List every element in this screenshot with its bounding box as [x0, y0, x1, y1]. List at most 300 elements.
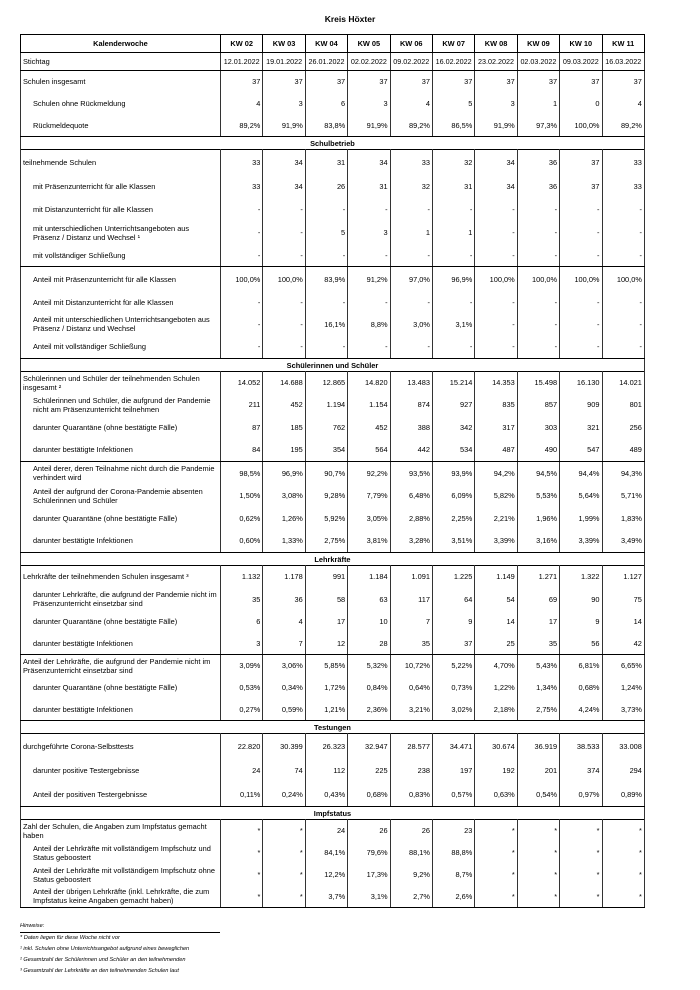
date-row: [21, 53, 645, 71]
value-cell: 4,24%: [560, 699, 602, 721]
section-title: Testungen: [21, 721, 645, 734]
row-label: Lehrkräfte der teilnehmenden Schulen insgesamt ³: [21, 566, 221, 588]
footnote: * Daten liegen für diese Woche nicht vor: [20, 935, 120, 941]
value-cell: 0,63%: [475, 783, 517, 807]
value-cell: 37: [560, 150, 602, 175]
value-cell: 342: [432, 416, 474, 439]
value-cell: 2,18%: [475, 699, 517, 721]
value-cell: 74: [263, 759, 305, 783]
value-cell: 7: [263, 633, 305, 655]
value-cell: -: [263, 313, 305, 336]
value-cell: 33: [221, 175, 263, 199]
value-cell: 3: [348, 221, 390, 245]
value-cell: *: [475, 820, 517, 842]
value-cell: 88,8%: [432, 842, 474, 864]
row-label: Rückmeldequote: [21, 115, 221, 137]
value-cell: *: [263, 886, 305, 908]
table-row: [21, 267, 645, 293]
value-cell: 1: [432, 221, 474, 245]
value-cell: -: [305, 336, 347, 359]
value-cell: 835: [475, 394, 517, 416]
value-cell: 3,51%: [432, 530, 474, 553]
value-cell: 256: [602, 416, 644, 439]
date-cell: 23.02.2022: [475, 53, 517, 71]
value-cell: 2,88%: [390, 507, 432, 530]
value-cell: 17,3%: [348, 864, 390, 886]
value-cell: 3,73%: [602, 699, 644, 721]
value-cell: 84: [221, 439, 263, 462]
value-cell: 294: [602, 759, 644, 783]
row-label: Zahl der Schulen, die Angaben zum Impfstatus gemacht haben: [21, 820, 221, 842]
value-cell: 2,25%: [432, 507, 474, 530]
value-cell: 31: [432, 175, 474, 199]
value-cell: -: [221, 245, 263, 267]
section-title: Lehrkräfte: [21, 553, 645, 566]
value-cell: *: [475, 842, 517, 864]
value-cell: 0,83%: [390, 783, 432, 807]
value-cell: 34.471: [432, 734, 474, 759]
value-cell: 36.919: [517, 734, 559, 759]
week-header: KW 02: [221, 35, 263, 53]
value-cell: 5,32%: [348, 655, 390, 677]
value-cell: 83,8%: [305, 115, 347, 137]
value-cell: 3,02%: [432, 699, 474, 721]
value-cell: 100,0%: [475, 267, 517, 293]
value-cell: -: [560, 245, 602, 267]
value-cell: 0,27%: [221, 699, 263, 721]
value-cell: 33.008: [602, 734, 644, 759]
value-cell: 33: [221, 150, 263, 175]
value-cell: 927: [432, 394, 474, 416]
value-cell: 487: [475, 439, 517, 462]
value-cell: 2,7%: [390, 886, 432, 908]
value-cell: 36: [517, 150, 559, 175]
value-cell: -: [517, 336, 559, 359]
value-cell: 14.353: [475, 372, 517, 394]
value-cell: 33: [602, 150, 644, 175]
value-cell: 94,2%: [475, 462, 517, 485]
value-cell: 3,0%: [390, 313, 432, 336]
value-cell: 2,6%: [432, 886, 474, 908]
row-label: Schülerinnen und Schüler der teilnehmenden Schulen insgesamt ²: [21, 372, 221, 394]
value-cell: 6,65%: [602, 655, 644, 677]
value-cell: 9,2%: [390, 864, 432, 886]
value-cell: -: [305, 199, 347, 221]
value-cell: 1.149: [475, 566, 517, 588]
table-row: [21, 530, 645, 553]
value-cell: 6: [221, 611, 263, 633]
value-cell: -: [475, 245, 517, 267]
table-row: [21, 783, 645, 807]
row-label: darunter Quarantäne (ohne bestätigte Fälle): [21, 611, 221, 633]
value-cell: 93,5%: [390, 462, 432, 485]
value-cell: 14.021: [602, 372, 644, 394]
value-cell: 3,28%: [390, 530, 432, 553]
row-label: Schülerinnen und Schüler, die aufgrund der Pandemie nicht am Präsenzunterricht teilnehmen: [21, 394, 221, 416]
value-cell: 22.820: [221, 734, 263, 759]
row-label: durchgeführte Corona-Selbsttests: [21, 734, 221, 759]
value-cell: 3,81%: [348, 530, 390, 553]
value-cell: *: [602, 864, 644, 886]
value-cell: 31: [348, 175, 390, 199]
date-label: Stichtag: [21, 53, 221, 71]
value-cell: 452: [263, 394, 305, 416]
value-cell: 15.214: [432, 372, 474, 394]
table-row: [21, 566, 645, 588]
value-cell: 14: [475, 611, 517, 633]
value-cell: 2,36%: [348, 699, 390, 721]
value-cell: 5,82%: [475, 485, 517, 507]
value-cell: 14: [602, 611, 644, 633]
value-cell: 1,22%: [475, 677, 517, 699]
value-cell: 9: [432, 611, 474, 633]
value-cell: 97,0%: [390, 267, 432, 293]
row-label: darunter bestätigte Infektionen: [21, 439, 221, 462]
value-cell: *: [475, 864, 517, 886]
report-title: Kreis Höxter: [324, 14, 376, 24]
value-cell: 6,81%: [560, 655, 602, 677]
value-cell: 16,1%: [305, 313, 347, 336]
value-cell: 42: [602, 633, 644, 655]
value-cell: 201: [517, 759, 559, 783]
table-row: [21, 439, 645, 462]
value-cell: *: [517, 886, 559, 908]
value-cell: 88,1%: [390, 842, 432, 864]
value-cell: 5,85%: [305, 655, 347, 677]
value-cell: -: [221, 221, 263, 245]
value-cell: 37: [221, 71, 263, 93]
value-cell: -: [475, 336, 517, 359]
value-cell: -: [263, 336, 305, 359]
value-cell: 28.577: [390, 734, 432, 759]
value-cell: 5,71%: [602, 485, 644, 507]
footnote: ³ Gesamtzahl der Lehrkräfte an den teilnehmenden Schulen laut: [20, 968, 179, 974]
week-header: KW 06: [390, 35, 432, 53]
value-cell: 34: [348, 150, 390, 175]
value-cell: -: [305, 293, 347, 313]
row-label: darunter bestätigte Infektionen: [21, 530, 221, 553]
table-row: [21, 759, 645, 783]
date-cell: 26.01.2022: [305, 53, 347, 71]
value-cell: 5,22%: [432, 655, 474, 677]
value-cell: 14.052: [221, 372, 263, 394]
value-cell: 69: [517, 588, 559, 611]
row-label: mit Präsenzunterricht für alle Klassen: [21, 175, 221, 199]
week-header: KW 10: [560, 35, 602, 53]
value-cell: 32: [390, 175, 432, 199]
value-cell: -: [560, 199, 602, 221]
value-cell: 37: [305, 71, 347, 93]
value-cell: 37: [517, 71, 559, 93]
value-cell: -: [517, 293, 559, 313]
value-cell: 1.194: [305, 394, 347, 416]
value-cell: 30.674: [475, 734, 517, 759]
weekly-statistics-table: [20, 34, 645, 908]
row-label: darunter positive Testergebnisse: [21, 759, 221, 783]
value-cell: 36: [517, 175, 559, 199]
value-cell: *: [517, 842, 559, 864]
value-cell: 7: [390, 611, 432, 633]
value-cell: -: [517, 199, 559, 221]
row-label: Anteil der aufgrund der Corona-Pandemie absenten Schülerinnen und Schüler: [21, 485, 221, 507]
value-cell: 1.322: [560, 566, 602, 588]
value-cell: 91,9%: [348, 115, 390, 137]
value-cell: *: [221, 842, 263, 864]
value-cell: 0,43%: [305, 783, 347, 807]
value-cell: -: [263, 221, 305, 245]
value-cell: 3,16%: [517, 530, 559, 553]
value-cell: -: [221, 336, 263, 359]
header-row: [21, 35, 645, 53]
value-cell: 192: [475, 759, 517, 783]
row-label: darunter Quarantäne (ohne bestätigte Fälle): [21, 677, 221, 699]
value-cell: 8,7%: [432, 864, 474, 886]
value-cell: 1: [517, 93, 559, 115]
value-cell: -: [432, 336, 474, 359]
row-label: darunter Lehrkräfte, die aufgrund der Pandemie nicht im Präsenzunterricht einsetzbar sind: [21, 588, 221, 611]
value-cell: *: [221, 864, 263, 886]
value-cell: 1.127: [602, 566, 644, 588]
value-cell: 34: [263, 150, 305, 175]
value-cell: 117: [390, 588, 432, 611]
value-cell: 58: [305, 588, 347, 611]
value-cell: 3,49%: [602, 530, 644, 553]
value-cell: 0,59%: [263, 699, 305, 721]
value-cell: 5,92%: [305, 507, 347, 530]
value-cell: 96,9%: [263, 462, 305, 485]
value-cell: -: [602, 199, 644, 221]
value-cell: 3,1%: [348, 886, 390, 908]
row-label: darunter bestätigte Infektionen: [21, 633, 221, 655]
value-cell: 12.865: [305, 372, 347, 394]
row-label: mit unterschiedlichen Unterrichtsangeboten aus Präsenz / Distanz und Wechsel ¹: [21, 221, 221, 245]
week-header: KW 03: [263, 35, 305, 53]
value-cell: 6,48%: [390, 485, 432, 507]
value-cell: -: [475, 313, 517, 336]
header-label: Kalenderwoche: [21, 35, 221, 53]
week-header: KW 09: [517, 35, 559, 53]
row-label: Anteil der Lehrkräfte mit vollständigem Impfschutz und Status geboostert: [21, 842, 221, 864]
value-cell: 37: [263, 71, 305, 93]
value-cell: 1,83%: [602, 507, 644, 530]
table-row: [21, 485, 645, 507]
value-cell: 0,54%: [517, 783, 559, 807]
footnotes-heading: Hinweise:: [20, 923, 45, 929]
value-cell: -: [390, 245, 432, 267]
value-cell: 37: [560, 175, 602, 199]
value-cell: *: [221, 820, 263, 842]
value-cell: -: [390, 199, 432, 221]
value-cell: 89,2%: [390, 115, 432, 137]
section-header-row: [21, 137, 645, 150]
value-cell: 857: [517, 394, 559, 416]
value-cell: 1.225: [432, 566, 474, 588]
value-cell: 0,68%: [348, 783, 390, 807]
value-cell: 100,0%: [263, 267, 305, 293]
value-cell: 24: [305, 820, 347, 842]
value-cell: 37: [390, 71, 432, 93]
value-cell: 3,7%: [305, 886, 347, 908]
value-cell: -: [602, 245, 644, 267]
value-cell: 3,06%: [263, 655, 305, 677]
value-cell: 12: [305, 633, 347, 655]
row-label: darunter Quarantäne (ohne bestätigte Fälle): [21, 416, 221, 439]
value-cell: 89,2%: [221, 115, 263, 137]
value-cell: 374: [560, 759, 602, 783]
value-cell: -: [517, 221, 559, 245]
value-cell: 38.533: [560, 734, 602, 759]
value-cell: 5: [305, 221, 347, 245]
value-cell: *: [560, 864, 602, 886]
value-cell: 5,64%: [560, 485, 602, 507]
value-cell: 4: [602, 93, 644, 115]
value-cell: 35: [517, 633, 559, 655]
value-cell: 1.132: [221, 566, 263, 588]
value-cell: 23: [432, 820, 474, 842]
row-label: Anteil mit unterschiedlichen Unterrichtsangeboten aus Präsenz / Distanz und Wechsel: [21, 313, 221, 336]
value-cell: 991: [305, 566, 347, 588]
value-cell: 83,9%: [305, 267, 347, 293]
value-cell: 16.130: [560, 372, 602, 394]
value-cell: 97,3%: [517, 115, 559, 137]
value-cell: -: [560, 221, 602, 245]
section-title: Schulbetrieb: [21, 137, 645, 150]
value-cell: 1,26%: [263, 507, 305, 530]
row-label: Schulen insgesamt: [21, 71, 221, 93]
value-cell: 5: [432, 93, 474, 115]
value-cell: 442: [390, 439, 432, 462]
value-cell: 197: [432, 759, 474, 783]
table-row: [21, 245, 645, 267]
value-cell: 79,6%: [348, 842, 390, 864]
value-cell: 5,53%: [517, 485, 559, 507]
week-header: KW 11: [602, 35, 644, 53]
table-row: [21, 115, 645, 137]
value-cell: 26.323: [305, 734, 347, 759]
value-cell: 10,72%: [390, 655, 432, 677]
value-cell: 26: [348, 820, 390, 842]
value-cell: 909: [560, 394, 602, 416]
value-cell: 1,33%: [263, 530, 305, 553]
value-cell: 1.091: [390, 566, 432, 588]
value-cell: 28: [348, 633, 390, 655]
value-cell: 1.154: [348, 394, 390, 416]
value-cell: 1,24%: [602, 677, 644, 699]
value-cell: 0,34%: [263, 677, 305, 699]
value-cell: 3: [348, 93, 390, 115]
footnote: ² Gesamtzahl der Schülerinnen und Schüler an den teilnehmenden: [20, 957, 186, 963]
date-cell: 09.02.2022: [390, 53, 432, 71]
value-cell: 24: [221, 759, 263, 783]
value-cell: 32.947: [348, 734, 390, 759]
value-cell: 6,09%: [432, 485, 474, 507]
value-cell: 94,4%: [560, 462, 602, 485]
value-cell: 37: [432, 71, 474, 93]
value-cell: 225: [348, 759, 390, 783]
value-cell: 36: [263, 588, 305, 611]
table-row: [21, 507, 645, 530]
value-cell: 0,73%: [432, 677, 474, 699]
week-header: KW 07: [432, 35, 474, 53]
value-cell: 1,72%: [305, 677, 347, 699]
table-row: [21, 864, 645, 886]
value-cell: 35: [221, 588, 263, 611]
value-cell: -: [263, 293, 305, 313]
value-cell: 452: [348, 416, 390, 439]
value-cell: 801: [602, 394, 644, 416]
value-cell: *: [517, 820, 559, 842]
table-row: [21, 372, 645, 394]
date-cell: 16.03.2022: [602, 53, 644, 71]
table-row: [21, 221, 645, 245]
value-cell: -: [221, 199, 263, 221]
value-cell: 564: [348, 439, 390, 462]
table-row: [21, 699, 645, 721]
value-cell: -: [432, 245, 474, 267]
value-cell: 3: [263, 93, 305, 115]
value-cell: -: [221, 313, 263, 336]
value-cell: 195: [263, 439, 305, 462]
value-cell: 3: [475, 93, 517, 115]
value-cell: -: [475, 293, 517, 313]
value-cell: *: [560, 820, 602, 842]
row-label: Anteil der Lehrkräfte mit vollständigem Impfschutz ohne Status geboostert: [21, 864, 221, 886]
value-cell: 37: [602, 71, 644, 93]
value-cell: 9,28%: [305, 485, 347, 507]
value-cell: -: [432, 293, 474, 313]
value-cell: 25: [475, 633, 517, 655]
row-label: Anteil der übrigen Lehrkräfte (inkl. Lehrkräfte, die zum Impfstatus keine Angaben gemacht haben): [21, 886, 221, 908]
table-row: [21, 588, 645, 611]
value-cell: 489: [602, 439, 644, 462]
value-cell: 4: [390, 93, 432, 115]
value-cell: 1.271: [517, 566, 559, 588]
value-cell: 2,75%: [305, 530, 347, 553]
value-cell: -: [348, 336, 390, 359]
row-label: Schulen ohne Rückmeldung: [21, 93, 221, 115]
table-row: [21, 462, 645, 485]
value-cell: -: [221, 293, 263, 313]
value-cell: 87: [221, 416, 263, 439]
value-cell: 35: [390, 633, 432, 655]
value-cell: 547: [560, 439, 602, 462]
value-cell: 0,53%: [221, 677, 263, 699]
value-cell: 3,39%: [475, 530, 517, 553]
value-cell: 4: [221, 93, 263, 115]
table-row: [21, 71, 645, 93]
table-row: [21, 199, 645, 221]
date-cell: 02.03.2022: [517, 53, 559, 71]
value-cell: 90,7%: [305, 462, 347, 485]
value-cell: 0,62%: [221, 507, 263, 530]
value-cell: 3,05%: [348, 507, 390, 530]
value-cell: 0: [560, 93, 602, 115]
date-cell: 09.03.2022: [560, 53, 602, 71]
value-cell: 317: [475, 416, 517, 439]
row-label: darunter Quarantäne (ohne bestätigte Fälle): [21, 507, 221, 530]
value-cell: 0,60%: [221, 530, 263, 553]
value-cell: 354: [305, 439, 347, 462]
value-cell: 2,21%: [475, 507, 517, 530]
value-cell: 0,64%: [390, 677, 432, 699]
value-cell: -: [602, 313, 644, 336]
table-row: [21, 293, 645, 313]
value-cell: 1,96%: [517, 507, 559, 530]
date-cell: 19.01.2022: [263, 53, 305, 71]
row-label: teilnehmende Schulen: [21, 150, 221, 175]
value-cell: -: [348, 245, 390, 267]
table-row: [21, 655, 645, 677]
